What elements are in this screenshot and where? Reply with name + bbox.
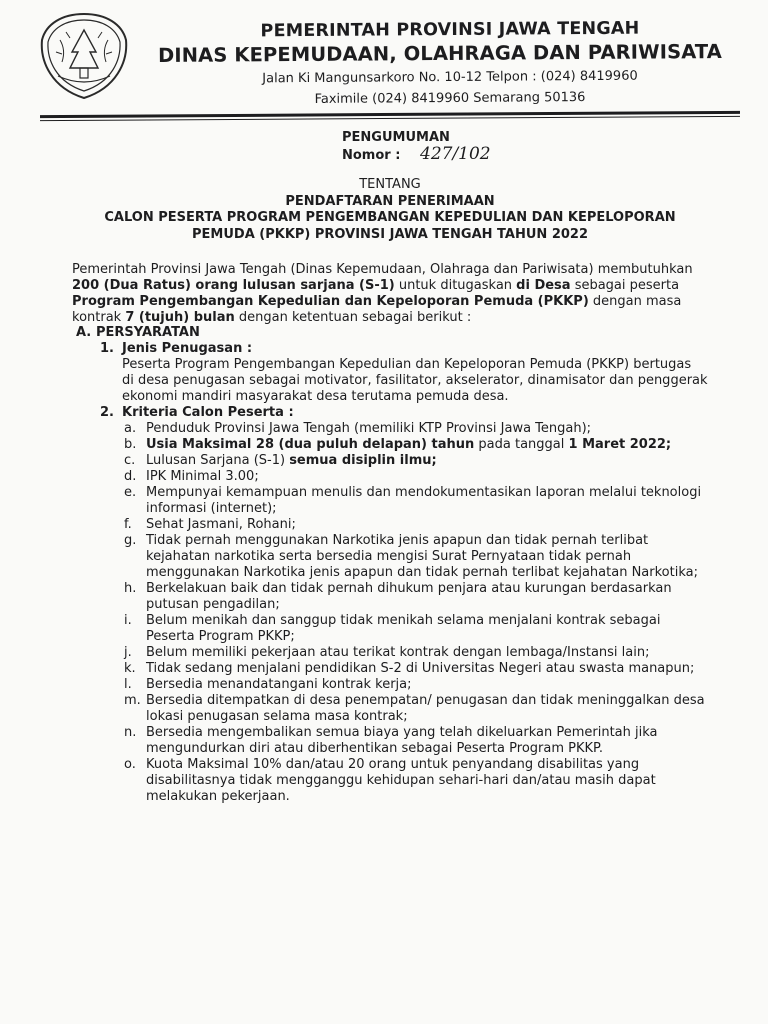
subsection-text: ekonomi mandiri masyarakat desa terutama pemuda desa. <box>122 389 509 404</box>
list-item-continued: disabilitasnya tidak mengganggu kehidupan sehari-hari dan/atau masih dapat <box>146 773 656 788</box>
list-item-continued: putusan pengadilan; <box>146 597 280 612</box>
list-item-marker: d. <box>124 469 137 484</box>
intro-line <box>72 278 679 294</box>
announcement-title: PENGUMUMAN <box>342 130 450 145</box>
list-item: IPK Minimal 3.00; <box>146 469 259 484</box>
letterhead-address: Jalan Ki Mangunsarkoro No. 10-12 Telpon : (024) 8419960 <box>262 68 638 87</box>
list-item: Bersedia mengembalikan semua biaya yang telah dikeluarkan Pemerintah jika <box>146 725 658 740</box>
intro-bold: Program Pengembangan Kepedulian dan Kepeloporan Pemuda (PKKP) <box>72 294 589 309</box>
list-item: Bersedia ditempatkan di desa penempatan/ penugasan dan tidak meninggalkan desa <box>146 693 705 708</box>
list-item: Sehat Jasmani, Rohani; <box>146 517 296 532</box>
list-item-continued: menggunakan Narkotika jenis apapun dan tidak pernah terlibat kejahatan Narkotika; <box>146 565 698 580</box>
list-item-marker: k. <box>124 661 136 676</box>
list-item: Penduduk Provinsi Jawa Tengah (memiliki KTP Provinsi Jawa Tengah); <box>146 421 592 436</box>
list-item-marker: i. <box>124 613 132 628</box>
subsection-text: Peserta Program Pengembangan Kepedulian dan Kepeloporan Pemuda (PKKP) bertugas <box>122 357 692 372</box>
list-item: Belum menikah dan sanggup tidak menikah selama menjalani kontrak sebagai <box>146 613 661 628</box>
list-item: Berkelakuan baik dan tidak pernah dihukum penjara atau kurungan berdasarkan <box>146 581 672 596</box>
list-item-continued: mengundurkan diri atau diberhentikan sebagai Peserta Program PKKP. <box>146 741 603 756</box>
announcement-subject-line: PEMUDA (PKKP) PROVINSI JAWA TENGAH TAHUN 2022 <box>192 227 588 242</box>
list-item-bold: Usia Maksimal 28 (dua puluh delapan) tahun <box>146 437 475 452</box>
subsection-text: di desa penugasan sebagai motivator, fasilitator, akselerator, dinamisator dan penggerak <box>122 373 708 388</box>
list-item-continued: kejahatan narkotika serta bersedia mengisi Surat Pernyataan tidak pernah <box>146 549 632 564</box>
list-item: Belum memiliki pekerjaan atau terikat kontrak dengan lembaga/Instansi lain; <box>146 645 650 660</box>
intro-text: untuk ditugaskan <box>394 278 517 293</box>
list-item-marker: n. <box>124 725 137 740</box>
letterhead-fax: Faximile (024) 8419960 Semarang 50136 <box>314 90 586 107</box>
intro-bold: di Desa <box>516 278 571 293</box>
letterhead-government: PEMERINTAH PROVINSI JAWA TENGAH <box>260 18 640 42</box>
section-title: PERSYARATAN <box>96 325 200 340</box>
list-item-marker: o. <box>124 757 136 772</box>
announcement-subject-line: PENDAFTARAN PENERIMAAN <box>285 194 495 209</box>
list-item: Tidak pernah menggunakan Narkotika jenis apapun dan tidak pernah terlibat <box>146 533 649 548</box>
list-item-marker: c. <box>124 453 136 468</box>
announcement-number-label: Nomor : <box>342 148 401 163</box>
intro-line <box>72 310 471 326</box>
list-item-bold: semua disiplin ilmu; <box>289 453 437 468</box>
intro-bold: 7 (tujuh) bulan <box>125 310 235 325</box>
announcement-number-value: 427/102 <box>420 144 491 164</box>
list-item-marker: g. <box>124 533 137 548</box>
list-item <box>146 437 671 453</box>
list-item-text: pada tanggal <box>474 437 569 452</box>
intro-text: Pemerintah Provinsi Jawa Tengah (Dinas Kepemudaan, Olahraga dan Pariwisata) membutuhkan <box>72 262 693 277</box>
list-item-bold: 1 Maret 2022; <box>568 437 672 452</box>
intro-line <box>72 262 693 278</box>
list-item-marker: h. <box>124 581 137 596</box>
list-item-text: Lulusan Sarjana (S-1) <box>146 453 290 468</box>
list-item: Kuota Maksimal 10% dan/atau 20 orang untuk penyandang disabilitas yang <box>146 757 640 772</box>
section-marker: A. <box>76 325 92 340</box>
list-item-continued: Peserta Program PKKP; <box>146 629 295 644</box>
list-item-continued: melakukan pekerjaan. <box>146 789 290 804</box>
intro-text: kontrak <box>72 310 126 325</box>
list-item-marker: b. <box>124 437 137 452</box>
list-item: Tidak sedang menjalani pendidikan S-2 di Universitas Negeri atau swasta manapun; <box>146 661 695 676</box>
central-java-emblem-icon <box>36 10 132 102</box>
intro-text: sebagai peserta <box>570 278 680 293</box>
list-item-marker: j. <box>124 645 132 660</box>
list-item-marker: m. <box>124 693 141 708</box>
letterhead-department: DINAS KEPEMUDAAN, OLAHRAGA DAN PARIWISATA <box>157 40 723 67</box>
list-item-marker: l. <box>124 677 132 692</box>
list-item <box>146 453 437 469</box>
list-item-continued: lokasi penugasan selama masa kontrak; <box>146 709 408 724</box>
subsection-title: Jenis Penugasan : <box>122 341 253 356</box>
list-item: Bersedia menandatangani kontrak kerja; <box>146 677 412 692</box>
list-item-continued: informasi (internet); <box>146 501 277 516</box>
subsection-marker: 2. <box>100 405 114 420</box>
announcement-about: TENTANG <box>359 177 421 192</box>
list-item-marker: f. <box>124 517 132 532</box>
intro-bold: 200 (Dua Ratus) orang lulusan sarjana (S-1) <box>72 278 395 293</box>
intro-line <box>72 294 681 310</box>
announcement-subject-line: CALON PESERTA PROGRAM PENGEMBANGAN KEPEDULIAN DAN KEPELOPORAN <box>104 210 676 225</box>
list-item: Mempunyai kemampuan menulis dan mendokumentasikan laporan melalui teknologi <box>146 485 702 500</box>
subsection-marker: 1. <box>100 341 114 356</box>
list-item-marker: a. <box>124 421 137 436</box>
intro-text: dengan ketentuan sebagai berikut : <box>234 310 472 325</box>
subsection-title: Kriteria Calon Peserta : <box>122 405 294 420</box>
list-item-marker: e. <box>124 485 137 500</box>
intro-text: dengan masa <box>588 294 682 309</box>
